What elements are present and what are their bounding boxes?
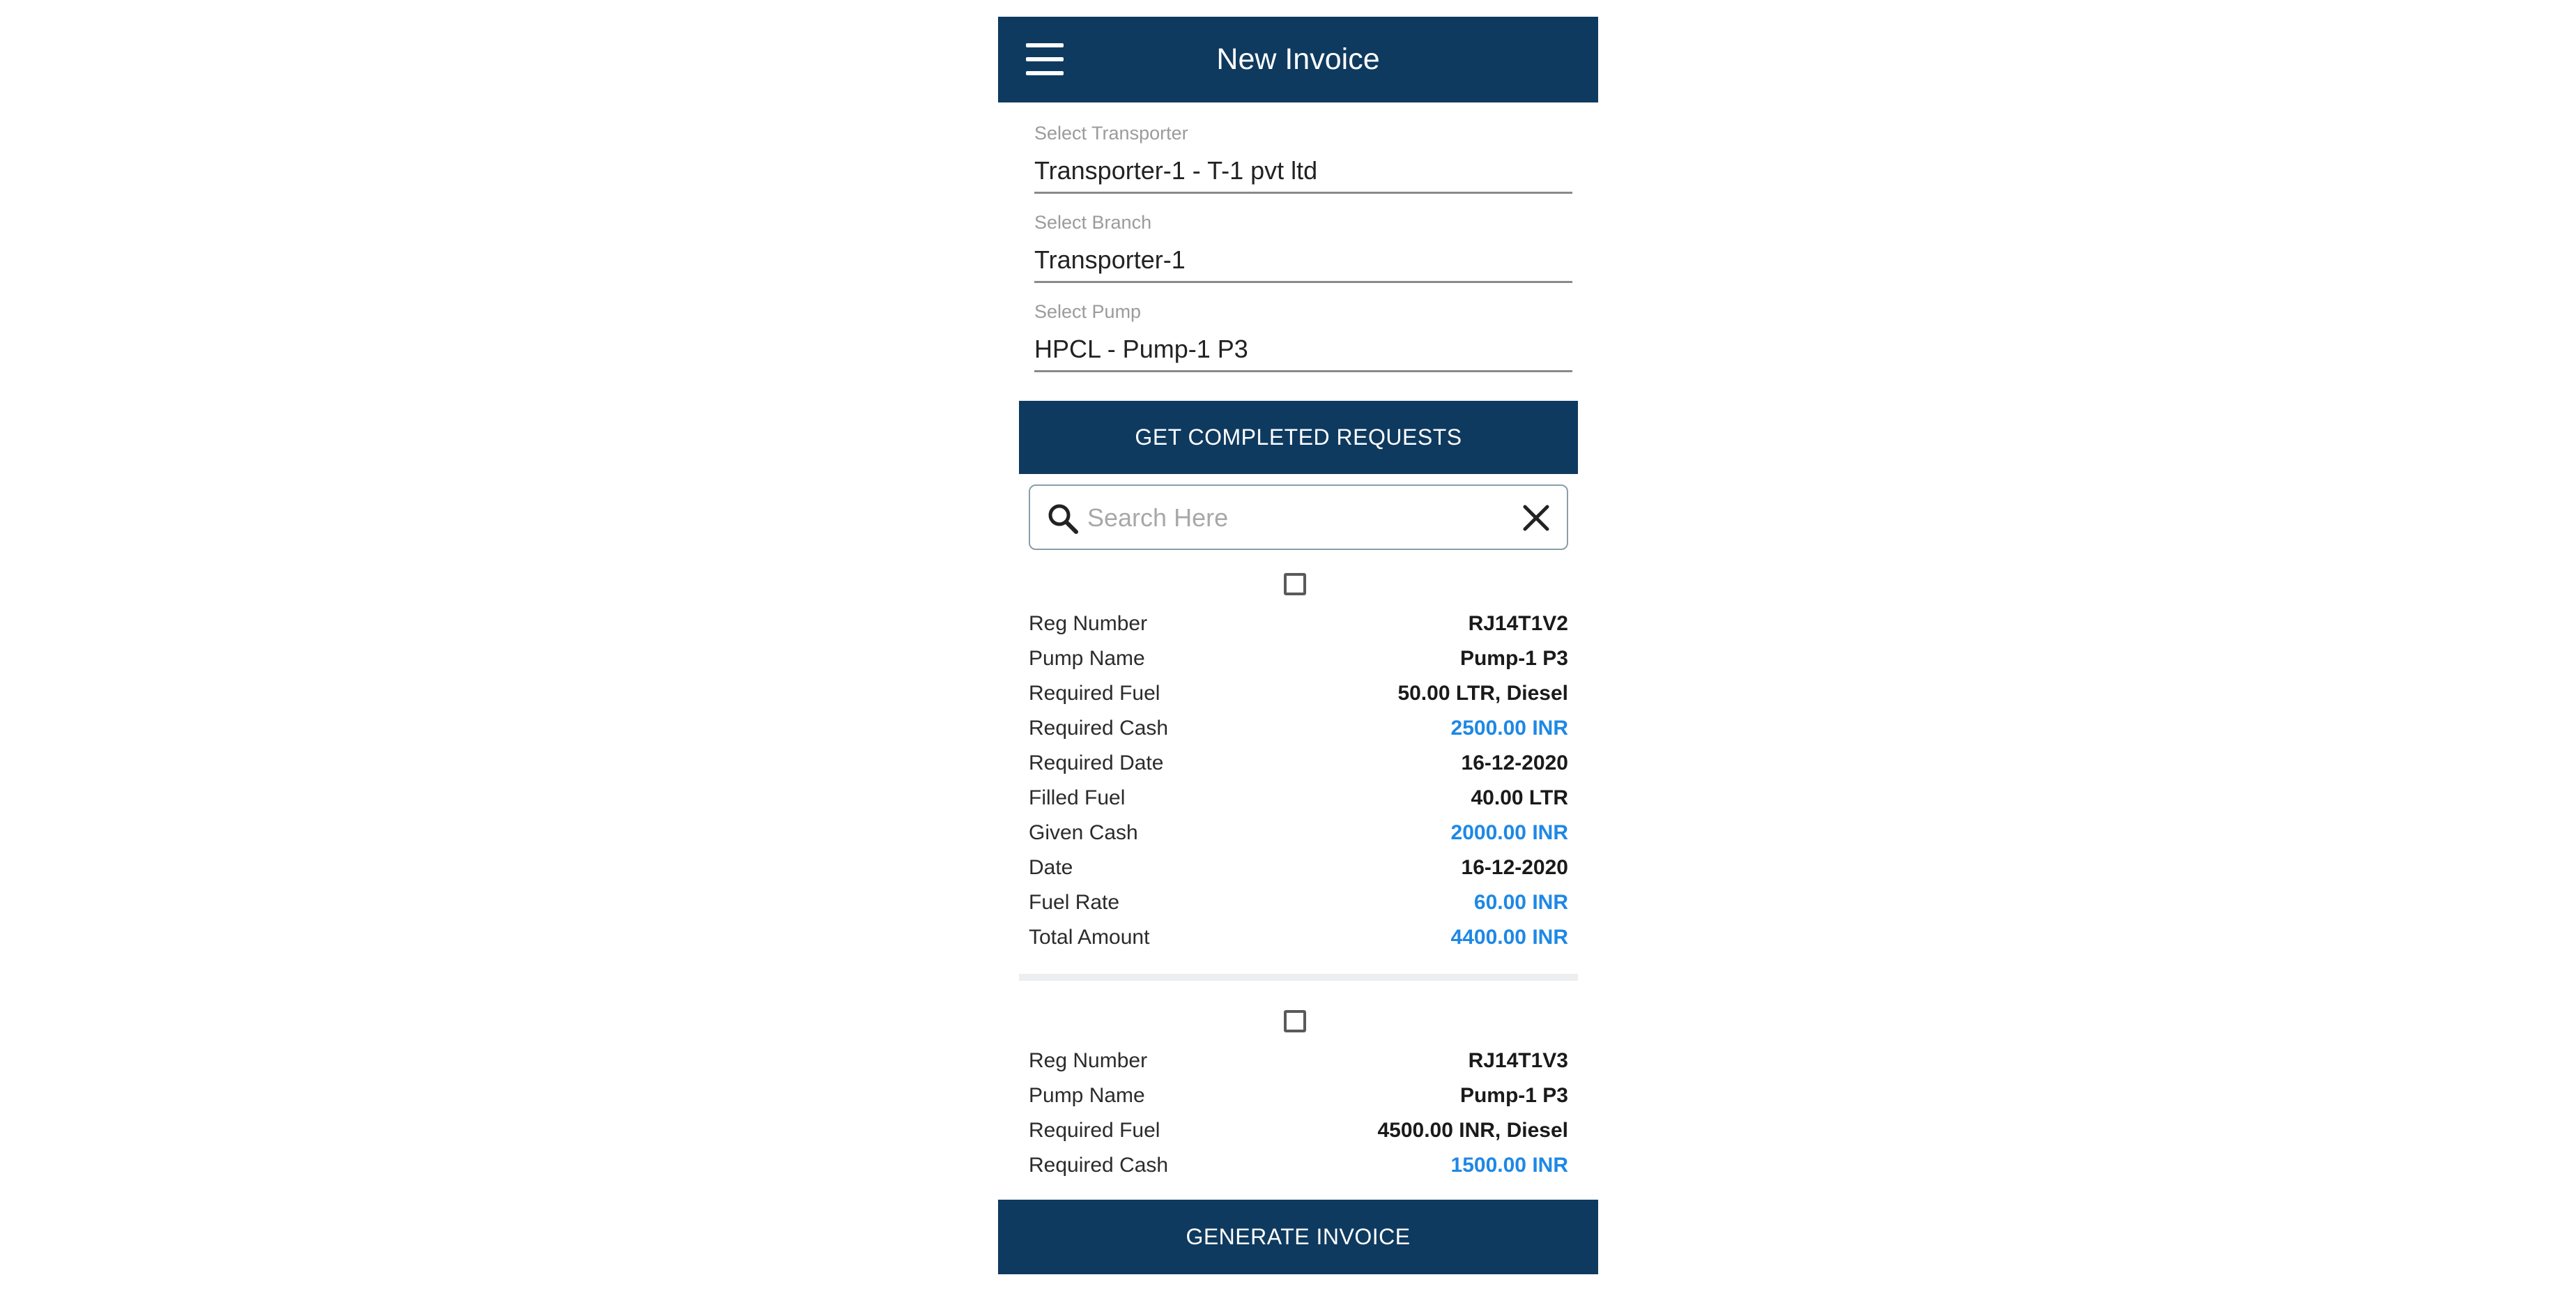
hamburger-menu-icon[interactable]	[1026, 43, 1064, 75]
detail-label: Filled Fuel	[1029, 786, 1126, 809]
card-divider	[1019, 974, 1578, 981]
pump-value[interactable]: HPCL - Pump-1 P3	[1034, 335, 1248, 363]
detail-label: Pump Name	[1029, 1084, 1145, 1107]
detail-value: 60.00 INR	[1473, 891, 1568, 914]
detail-value: 4500.00 INR, Diesel	[1377, 1119, 1568, 1142]
detail-value: 4400.00 INR	[1450, 926, 1568, 949]
detail-row	[1029, 641, 1568, 676]
detail-value: 2000.00 INR	[1450, 821, 1568, 844]
detail-label: Required Cash	[1029, 717, 1169, 740]
request-checkbox[interactable]	[1284, 573, 1306, 595]
detail-value: 2500.00 INR	[1450, 717, 1568, 740]
mobile-app-screen	[998, 17, 1598, 1274]
detail-row	[1029, 885, 1568, 920]
detail-row	[1029, 711, 1568, 746]
detail-label: Pump Name	[1029, 647, 1145, 670]
detail-row	[1029, 781, 1568, 816]
search-box[interactable]	[1029, 484, 1568, 550]
generate-invoice-button[interactable]: GENERATE INVOICE	[998, 1200, 1598, 1274]
detail-label: Required Cash	[1029, 1154, 1169, 1177]
detail-value: 16-12-2020	[1461, 751, 1568, 774]
detail-label: Total Amount	[1029, 926, 1150, 949]
field-underline	[1034, 281, 1572, 283]
detail-row	[1029, 850, 1568, 885]
detail-row	[1029, 920, 1568, 955]
detail-row	[1029, 1044, 1568, 1078]
detail-row	[1029, 606, 1568, 641]
search-input[interactable]	[1087, 498, 1478, 537]
search-icon	[1045, 501, 1080, 536]
get-completed-requests-button[interactable]: GET COMPLETED REQUESTS	[1019, 401, 1578, 474]
branch-label: Select Branch	[1034, 212, 1152, 233]
detail-label: Required Date	[1029, 751, 1164, 774]
detail-label: Reg Number	[1029, 1049, 1148, 1072]
detail-value: RJ14T1V3	[1468, 1049, 1568, 1072]
detail-row	[1029, 676, 1568, 711]
detail-label: Required Fuel	[1029, 1119, 1160, 1142]
detail-row	[1029, 746, 1568, 781]
detail-row	[1029, 816, 1568, 850]
detail-value: Pump-1 P3	[1459, 647, 1568, 670]
detail-label: Given Cash	[1029, 821, 1138, 844]
detail-row	[1029, 1148, 1568, 1183]
transporter-value[interactable]: Transporter-1 - T-1 pvt ltd	[1034, 156, 1318, 185]
detail-label: Reg Number	[1029, 612, 1148, 635]
field-underline	[1034, 192, 1572, 194]
close-icon[interactable]	[1521, 503, 1551, 533]
detail-value: 50.00 LTR, Diesel	[1397, 682, 1568, 705]
app-header	[998, 17, 1598, 102]
detail-value: 40.00 LTR	[1471, 786, 1568, 809]
detail-value: 16-12-2020	[1461, 856, 1568, 879]
detail-label: Fuel Rate	[1029, 891, 1120, 914]
page-title: New Invoice	[1216, 43, 1380, 76]
field-underline	[1034, 370, 1572, 372]
detail-label: Required Fuel	[1029, 682, 1160, 705]
pump-label: Select Pump	[1034, 301, 1142, 322]
detail-label: Date	[1029, 856, 1073, 879]
detail-value: Pump-1 P3	[1459, 1084, 1568, 1107]
request-checkbox[interactable]	[1284, 1010, 1306, 1032]
detail-row	[1029, 1113, 1568, 1148]
detail-value: RJ14T1V2	[1468, 612, 1568, 635]
detail-value: 1500.00 INR	[1450, 1154, 1568, 1177]
transporter-label: Select Transporter	[1034, 123, 1188, 144]
branch-value[interactable]: Transporter-1	[1034, 245, 1186, 274]
detail-row	[1029, 1078, 1568, 1113]
